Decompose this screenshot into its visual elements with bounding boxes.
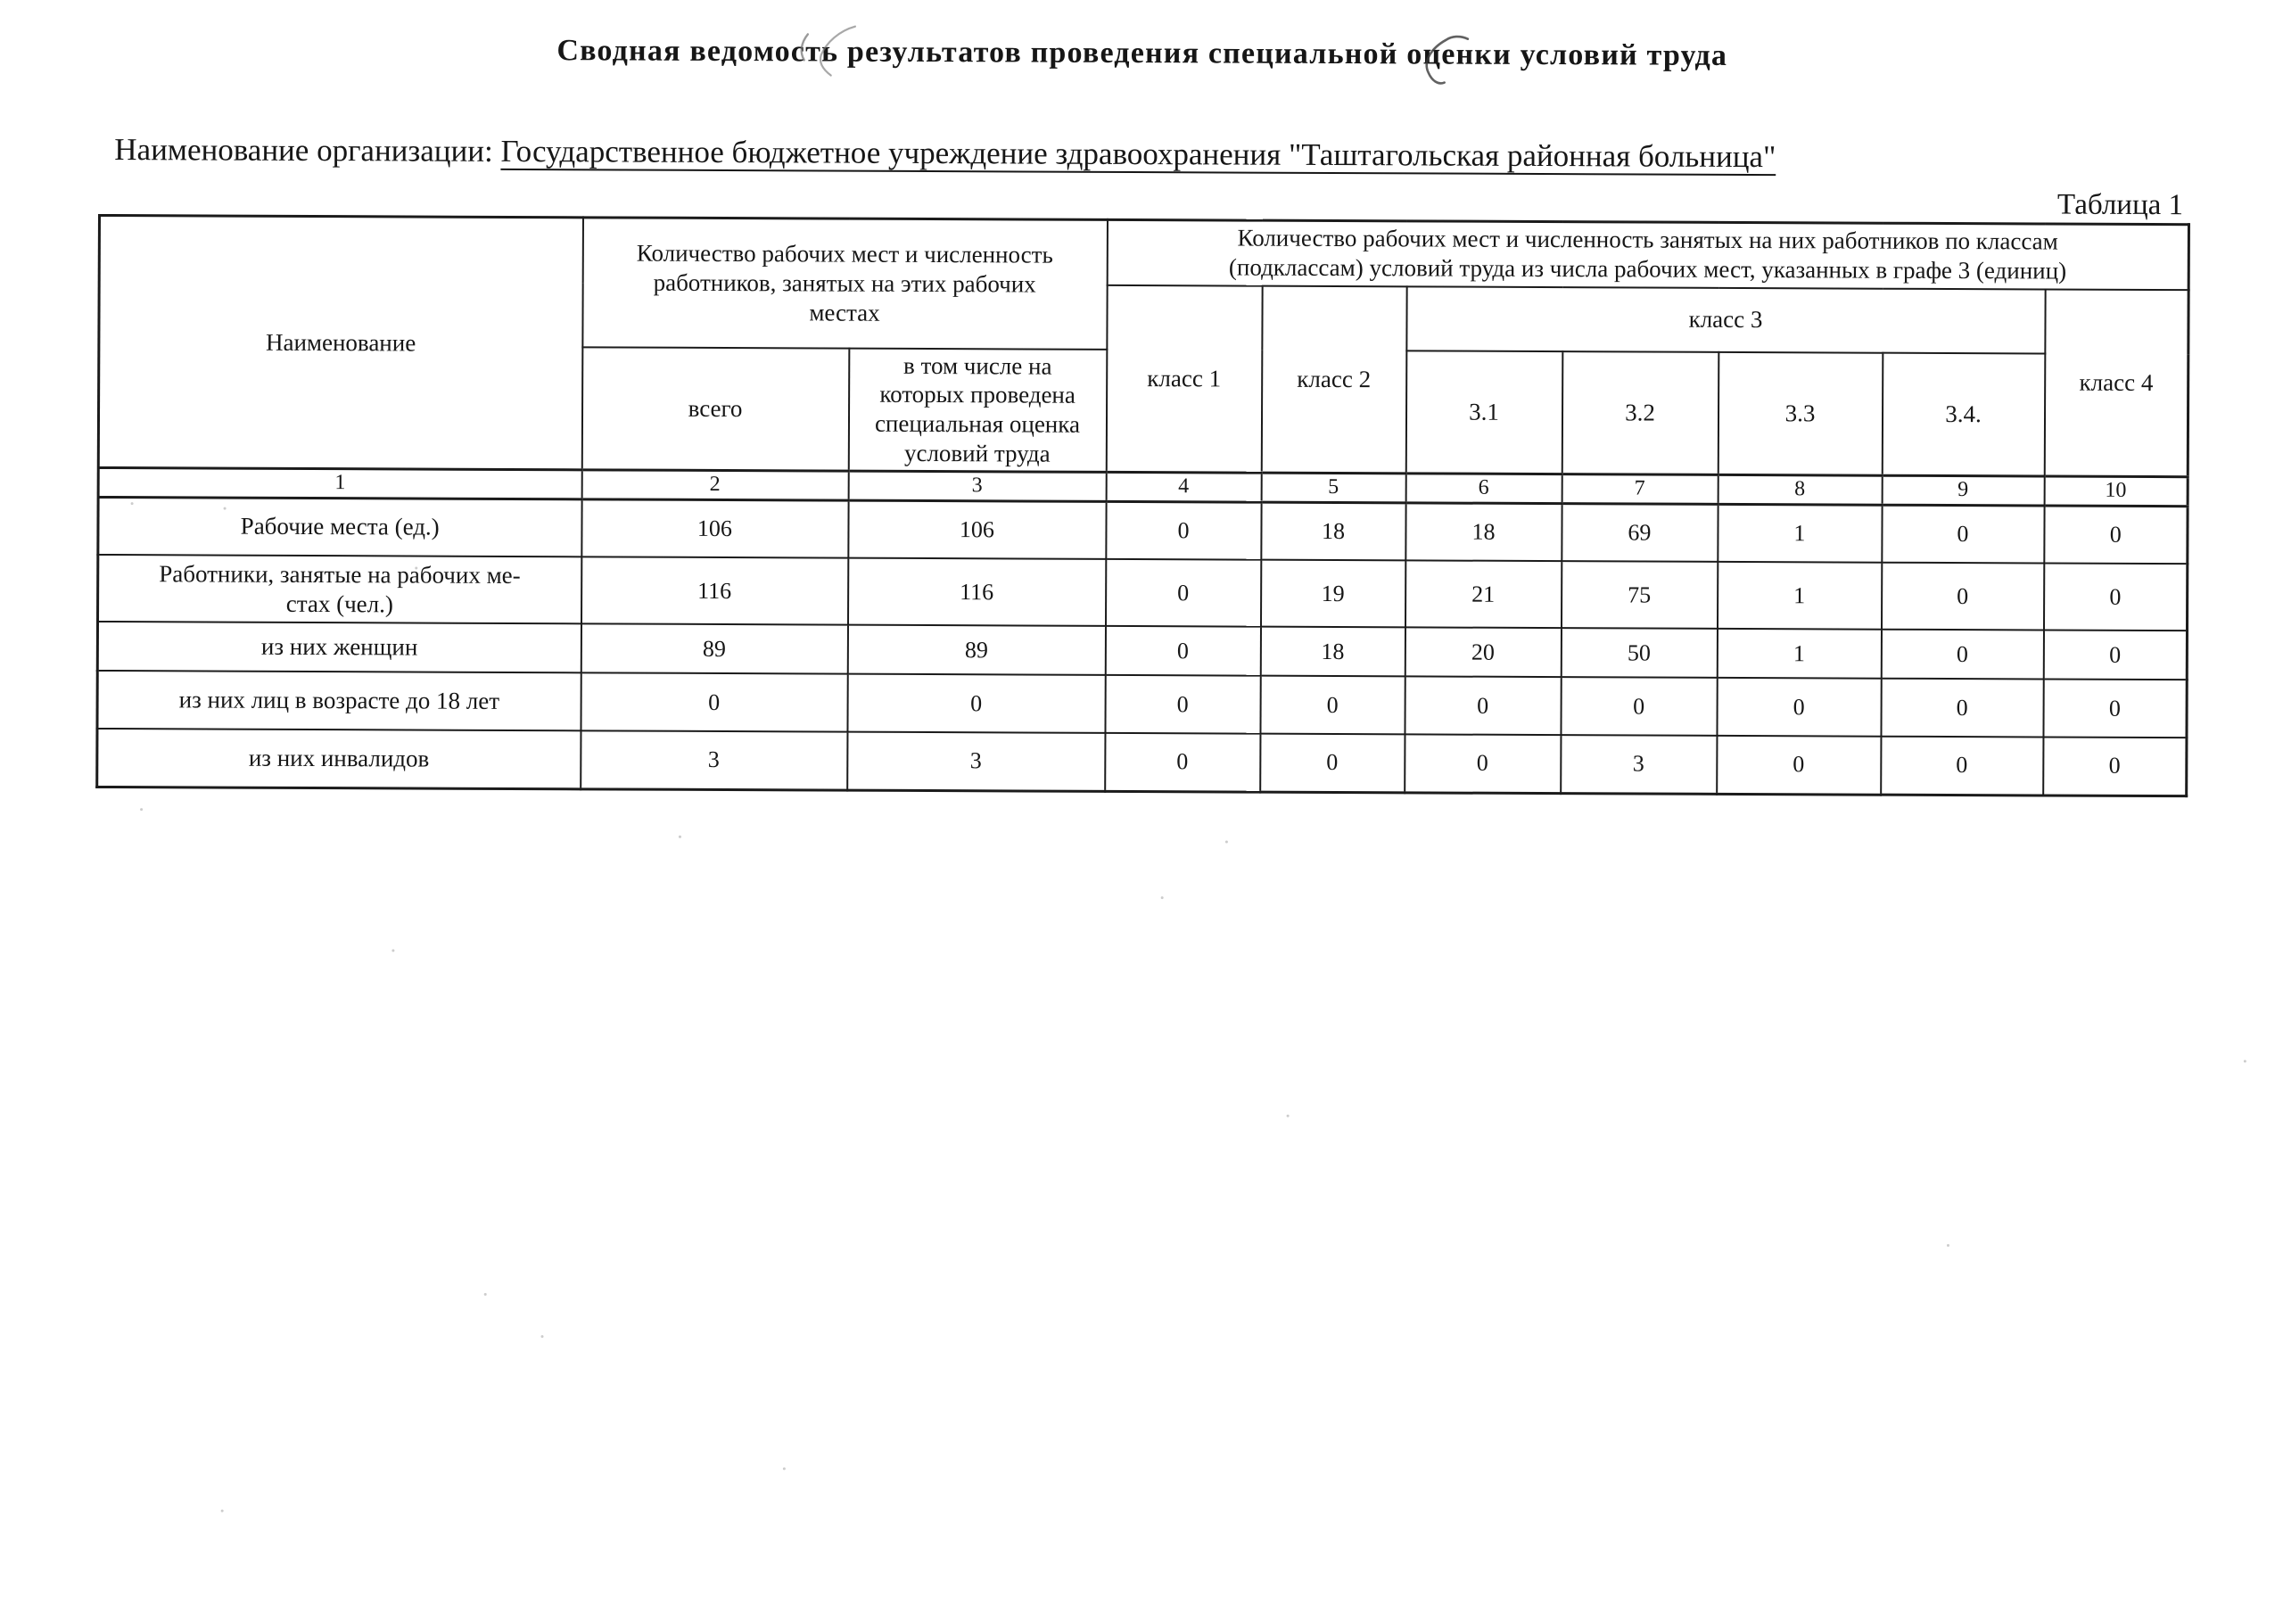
data-cell: 0: [2043, 630, 2187, 680]
data-cell: 106: [848, 500, 1106, 559]
header-row-1: [99, 215, 2188, 289]
data-cell: 0: [1405, 676, 1561, 735]
scan-speck: [131, 502, 134, 505]
organization-line: [114, 132, 1776, 175]
data-cell: 116: [847, 558, 1105, 626]
column-number: 4: [1106, 473, 1261, 502]
column-number: 1: [98, 468, 581, 499]
scan-speck: [783, 1467, 786, 1470]
data-cell: 18: [1260, 627, 1405, 677]
organization-name: Государственное бюджетное учреждение здравоохранения "Таштагольская районная больница": [500, 133, 1776, 175]
summary-table: [95, 214, 2190, 797]
column-number: 7: [1562, 474, 1718, 504]
data-cell: 3: [1561, 735, 1717, 794]
column-number: 3: [848, 471, 1106, 501]
data-cell: 0: [2044, 563, 2188, 631]
row-label: из них инвалидов: [97, 729, 581, 788]
data-cell: 0: [1881, 630, 2043, 680]
scan-speck: [224, 507, 227, 510]
data-cell: 18: [1405, 502, 1562, 561]
data-cell: 0: [1717, 678, 1881, 737]
data-cell: 19: [1261, 560, 1405, 628]
header-name-column: Наименование: [98, 215, 582, 470]
data-cell: 0: [1882, 563, 2044, 631]
header-class1: класс 1: [1106, 284, 1262, 473]
data-cell: 1: [1718, 562, 1882, 630]
column-number: 6: [1405, 474, 1562, 503]
column-number: 9: [1882, 475, 2044, 505]
header-class2: класс 2: [1261, 285, 1406, 474]
organization-label: Наименование организации:: [114, 132, 493, 169]
table-caption: Таблица 1: [2056, 188, 2184, 222]
header-group-classes: Количество рабочих мест и численность занятых на них работников по классам (подклассам) условий труда из числа рабочих мест, указанных в графе 3 (единиц): [1107, 219, 2188, 289]
header-class4: класс 4: [2044, 289, 2188, 477]
table-row: [98, 555, 2188, 631]
document-title: Сводная ведомость результатов проведения специальной оценки условий труда: [556, 34, 1728, 72]
data-cell: 50: [1561, 628, 1717, 678]
row-label: из них женщин: [97, 622, 581, 672]
header-subclass-3-2: 3.2: [1562, 351, 1718, 475]
data-cell: 0: [1881, 679, 2043, 738]
data-cell: 89: [847, 625, 1105, 675]
header-subclass-3-1: 3.1: [1405, 350, 1562, 474]
column-number: 10: [2044, 476, 2188, 506]
scan-speck: [221, 1510, 224, 1513]
scan-speck: [1225, 840, 1228, 843]
table-row: [97, 671, 2187, 738]
data-cell: 0: [1881, 737, 2043, 796]
scan-speck: [2244, 1059, 2246, 1062]
data-cell: 106: [581, 499, 848, 557]
data-cell: 0: [1260, 676, 1405, 735]
data-cell: 89: [581, 623, 847, 673]
table-row: [98, 497, 2188, 564]
table-row: [97, 729, 2187, 796]
data-cell: 0: [1106, 501, 1261, 560]
data-cell: 69: [1562, 503, 1718, 562]
data-cell: 1: [1717, 629, 1881, 679]
data-cell: 116: [581, 556, 848, 624]
header-total: всего: [581, 347, 849, 472]
data-cell: 0: [1106, 559, 1261, 627]
data-cell: 1: [1718, 504, 1882, 563]
data-cell: 0: [2043, 737, 2187, 796]
data-cell: 0: [581, 672, 847, 731]
data-cell: 0: [1105, 626, 1260, 676]
data-cell: 0: [2043, 679, 2187, 738]
data-cell: 18: [1261, 502, 1405, 561]
row-label: Работники, занятые на рабочих ме- стах (чел.): [98, 555, 581, 623]
scan-speck: [679, 836, 681, 838]
header-group-workplaces: Количество рабочих мест и численность работников, занятых на этих рабочих местах: [582, 218, 1108, 350]
data-cell: 0: [2044, 505, 2188, 564]
data-cell: 0: [1717, 736, 1881, 795]
scan-speck: [140, 808, 143, 811]
column-number: 2: [581, 470, 848, 500]
scan-speck: [1161, 896, 1164, 899]
header-class3: класс 3: [1406, 286, 2045, 353]
data-cell: 0: [1882, 505, 2044, 564]
data-cell: 0: [1405, 734, 1561, 793]
data-cell: 3: [847, 732, 1105, 791]
scan-speck: [415, 567, 417, 570]
column-number: 5: [1261, 473, 1405, 502]
header-assessed: в том числе на которых проведена специальная оценка условий труда: [848, 348, 1107, 473]
row-label: из них лиц в возрасте до 18 лет: [97, 671, 581, 730]
data-cell: 75: [1562, 561, 1718, 629]
scan-speck: [1947, 1244, 1949, 1247]
table-row: [97, 622, 2187, 680]
column-number: 8: [1718, 475, 1882, 505]
data-cell: 21: [1405, 560, 1562, 628]
scan-speck: [1287, 1115, 1290, 1117]
data-cell: 20: [1405, 627, 1561, 677]
scan-speck: [391, 949, 394, 952]
data-cell: 0: [1105, 733, 1260, 792]
scan-speck: [541, 1335, 544, 1338]
data-cell: 0: [1105, 675, 1260, 734]
data-cell: 0: [1260, 734, 1405, 793]
header-subclass-3-3: 3.3: [1718, 351, 1883, 475]
header-subclass-3-4: 3.4.: [1882, 352, 2045, 476]
data-cell: 3: [581, 730, 847, 789]
data-cell: 0: [847, 674, 1105, 733]
row-label: Рабочие места (ед.): [98, 497, 581, 556]
scan-speck: [484, 1293, 487, 1296]
data-cell: 0: [1561, 677, 1717, 736]
